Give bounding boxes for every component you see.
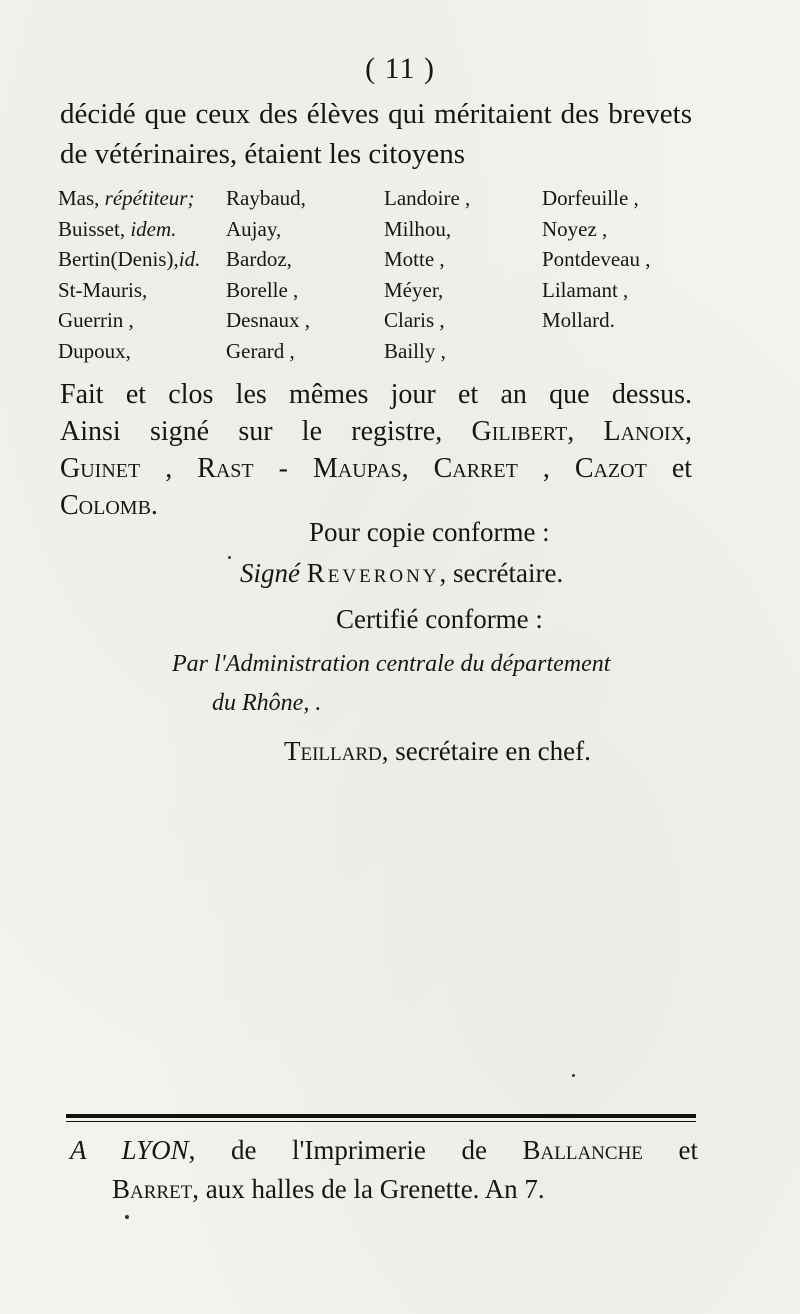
ink-speck xyxy=(572,1074,575,1077)
names-column-2 xyxy=(226,183,310,366)
list-item: Mollard. xyxy=(542,308,615,332)
signatory-colomb: Colomb xyxy=(60,490,151,521)
list-item: Gerard , xyxy=(226,338,295,363)
certifie-conforme: Certifié conforme : xyxy=(336,604,543,634)
imprint-line-2: Barret, aux halles de la Grenette. An 7. xyxy=(112,1174,545,1204)
imprint-line-1: A LYON, de l'Imprimerie de Ballanche et xyxy=(70,1135,698,1165)
list-item: Dorfeuille , xyxy=(542,186,639,210)
signatory-cazot: Cazot xyxy=(574,453,647,484)
signatory-lanoix: Lanoix xyxy=(603,416,686,447)
list-item: Motte , xyxy=(384,247,445,271)
ink-speck xyxy=(125,1215,129,1219)
names-column-3 xyxy=(384,183,470,366)
names-column-1 xyxy=(58,183,200,366)
signature-teillard: Teillard, secrétaire en chef. xyxy=(284,736,591,766)
du-rhone-line: du Rhône, . xyxy=(212,690,322,716)
signatory-guinet: Guinet xyxy=(60,453,141,484)
signature-reverony: Signé Reverony, secrétaire. xyxy=(240,558,564,588)
closing-paragraph xyxy=(60,376,692,524)
list-item: Borelle , xyxy=(226,277,299,302)
list-item: Aujay, xyxy=(226,216,282,241)
signatory-gilibert: Gilibert xyxy=(471,416,568,447)
signatory-rast-maupas: Rast - Maupas xyxy=(197,453,402,484)
closing-line-3: Guinet , Rast - Maupas, Carret , Cazot et xyxy=(60,453,693,484)
list-item: Pontdeveau , xyxy=(542,247,651,271)
list-item: Mas, répétiteur; xyxy=(58,186,195,210)
list-item: Desnaux , xyxy=(226,308,310,332)
signatory-carret: Carret xyxy=(433,453,518,484)
closing-line-2: Ainsi signé sur le registre, Gilibert, Lanoix, xyxy=(60,416,693,447)
closing-line-1: Fait et clos les mêmes jour et an que dessus. xyxy=(60,379,692,410)
list-item: Landoire , xyxy=(384,186,471,210)
list-item: St-Mauris, xyxy=(58,277,148,302)
imprint-footer xyxy=(70,1131,698,1209)
list-item: Méyer, xyxy=(384,277,444,302)
divider-rule-thick xyxy=(66,1114,696,1118)
closing-line-4: Colomb. xyxy=(60,490,158,521)
page-number: ( 11 ) xyxy=(365,52,435,85)
list-item: Noyez , xyxy=(542,216,608,241)
list-item: Bertin(Denis),id. xyxy=(58,247,201,271)
list-item: Guerrin , xyxy=(58,308,134,332)
list-item: Dupoux, xyxy=(58,338,131,363)
names-column-4 xyxy=(542,183,650,336)
pour-copie-conforme: Pour copie conforme : xyxy=(309,517,550,547)
divider-rule-thin xyxy=(66,1121,696,1122)
list-item: Claris , xyxy=(384,308,445,332)
list-item: Buisset, idem. xyxy=(58,216,177,241)
list-item: Bardoz, xyxy=(226,247,292,271)
opening-paragraph: décidé que ceux des élèves qui méritaient des brevets de vétérinaires, étaient les citoyens xyxy=(60,98,692,170)
list-item: Lilamant , xyxy=(542,277,629,302)
list-item: Milhou, xyxy=(384,216,452,241)
list-item: Bailly , xyxy=(384,338,446,363)
administration-line: Par l'Administration centrale du département xyxy=(172,651,611,677)
ink-speck xyxy=(228,556,231,559)
list-item: Raybaud, xyxy=(226,186,306,210)
